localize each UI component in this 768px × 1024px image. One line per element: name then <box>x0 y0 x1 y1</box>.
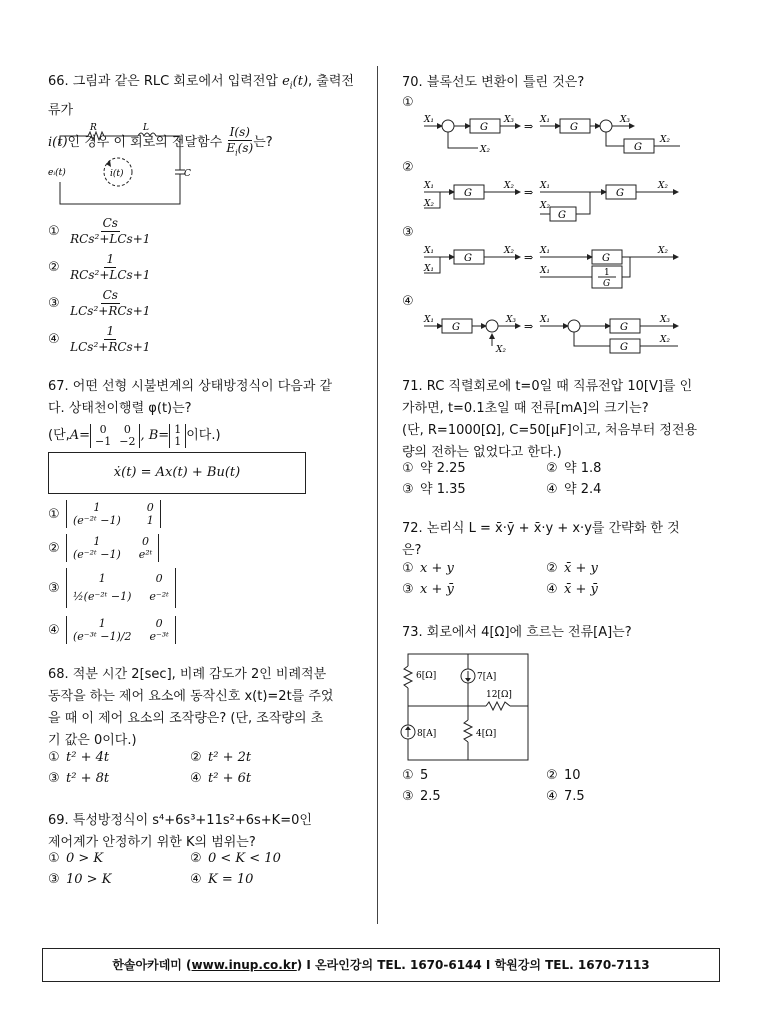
q66-it: i(t) <box>48 134 68 150</box>
svg-text:X₂: X₂ <box>504 181 515 191</box>
column-divider <box>377 66 378 924</box>
q71-option-1[interactable]: ① 약 2.25 <box>402 461 466 476</box>
q72-option-4[interactable]: ④ x̄ + ȳ <box>546 582 598 597</box>
q72-option-1[interactable]: ① x + y <box>402 561 454 576</box>
svg-text:X₂: X₂ <box>658 181 669 191</box>
svg-text:X₁: X₁ <box>424 115 435 125</box>
q69-option-1[interactable]: ① 0 > K <box>48 851 104 866</box>
footer-bar <box>42 948 720 982</box>
q66-stem-a: 66. 그림과 같은 RLC 회로에서 입력전압 <box>48 74 283 89</box>
q72-option-3[interactable]: ③ x + ȳ <box>402 582 454 597</box>
q71-line-1: 71. RC 직렬회로에 t=0일 때 직류전압 10[V]를 인 <box>402 379 693 394</box>
svg-text:X₁: X₁ <box>540 315 551 325</box>
svg-text:6[Ω]: 6[Ω] <box>416 671 437 681</box>
question-69 <box>48 810 366 854</box>
q71-line-4: 량의 전하는 없었다고 한다.) <box>402 445 562 460</box>
q68-line-2: 동작을 하는 제어 요소에 동작신호 x(t)=2t를 주었 <box>48 689 334 704</box>
svg-text:X₂: X₂ <box>496 345 507 355</box>
q70-option-2-mark[interactable]: ② <box>402 160 414 175</box>
q69-option-4[interactable]: ④ K = 10 <box>190 872 254 887</box>
q67-option-3[interactable]: ③ 1 0 ½(e⁻²ᵗ −1) e⁻²ᵗ <box>48 568 176 608</box>
q66-stem-d: 는? <box>253 134 273 150</box>
svg-text:⇒: ⇒ <box>524 120 534 133</box>
q71-option-3[interactable]: ③ 약 1.35 <box>402 482 466 497</box>
q72-option-2[interactable]: ② x̄ + y <box>546 561 598 576</box>
q66-stem-b: , 출력전류가 <box>48 74 354 118</box>
q70-option-4-diagram <box>420 312 700 358</box>
svg-text:G: G <box>616 188 624 199</box>
q69-line-2: 제어계가 안정하기 위한 K의 범위는? <box>48 835 256 850</box>
svg-text:X₂: X₂ <box>658 246 669 256</box>
q66-option-2[interactable]: ② $\frac{1}{\text{RCs²+LCs+1}}$ <box>48 252 151 282</box>
q67-option-4[interactable]: ④ 1 0 (e⁻³ᵗ −1)/2 e⁻³ᵗ <box>48 616 176 644</box>
resistor-r <box>88 132 104 140</box>
svg-text:G: G <box>570 122 578 133</box>
label-source: eᵢ(t) <box>48 168 66 178</box>
q67-stem-line2: 다. 상태천이행렬 φ(t)는? <box>48 401 192 416</box>
q68-line-3: 을 때 이 제어 요소의 조작량은? (단, 조작량의 초 <box>48 711 324 726</box>
svg-text:G: G <box>620 342 628 353</box>
svg-text:8[A]: 8[A] <box>417 729 437 739</box>
question-67 <box>48 376 366 448</box>
q67-matrix-a: 0 0 −1 −2 <box>90 424 140 448</box>
footer-website-link[interactable]: www.inup.co.kr <box>191 958 297 972</box>
q70-option-1-diagram <box>420 112 700 158</box>
q68-option-1[interactable]: ① t² + 4t <box>48 750 110 765</box>
label-c: C <box>184 169 191 179</box>
q73-stem: 73. 회로에서 4[Ω]에 흐르는 전류[A]는? <box>402 625 632 640</box>
label-loop-current: i(t) <box>110 169 124 179</box>
q68-line-1: 68. 적분 시간 2[sec], 비례 감도가 2인 비례적분 <box>48 667 327 682</box>
q71-line-3: (단, R=1000[Ω], C=50[μF]이고, 처음부터 정전용 <box>402 423 698 438</box>
q66-option-3[interactable]: ③ $\frac{Cs}{\text{LCs²+RCs+1}}$ <box>48 288 151 318</box>
svg-text:7[A]: 7[A] <box>477 672 497 682</box>
svg-text:G: G <box>558 210 566 221</box>
q67-option-2[interactable]: ② 1 0 (e⁻²ᵗ −1) e²ᵗ <box>48 534 159 562</box>
svg-text:X₁: X₁ <box>424 264 435 274</box>
q70-option-3-mark[interactable]: ③ <box>402 225 414 240</box>
svg-text:1: 1 <box>604 268 610 278</box>
svg-text:X₁: X₁ <box>540 246 551 256</box>
q73-circuit <box>404 648 532 764</box>
q71-option-4[interactable]: ④ 약 2.4 <box>546 482 602 497</box>
svg-text:G: G <box>464 188 472 199</box>
q69-line-1: 69. 특성방정식이 s⁴+6s³+11s²+6s+K=0인 <box>48 813 312 828</box>
inductor-l <box>138 133 156 136</box>
q67-equation-box: ẋ(t) = Ax(t) + Bu(t) <box>48 452 306 494</box>
svg-text:G: G <box>464 253 472 264</box>
question-72 <box>402 518 720 562</box>
question-71 <box>402 376 720 464</box>
svg-text:G: G <box>603 279 611 289</box>
svg-text:X₃: X₃ <box>620 115 631 125</box>
q72-line-1: 72. 논리식 L = x̄·ȳ + x̄·y + x·y를 간략화 한 것 <box>402 521 680 536</box>
svg-text:X₂: X₂ <box>504 246 515 256</box>
svg-text:X₁: X₁ <box>540 115 551 125</box>
q68-option-3[interactable]: ③ t² + 8t <box>48 771 110 786</box>
q70-option-1-mark[interactable]: ① <box>402 95 414 110</box>
svg-text:X₂: X₂ <box>480 145 491 155</box>
svg-text:X₁: X₁ <box>540 266 551 276</box>
q72-line-2: 은? <box>402 543 422 558</box>
q66-option-4[interactable]: ④ $\frac{1}{\text{LCs²+RCs+1}}$ <box>48 324 151 354</box>
footer-text-b: ) I 온라인강의 TEL. 1670-6144 I 학원강의 TEL. 1670-7113 <box>296 958 650 972</box>
svg-text:4[Ω]: 4[Ω] <box>476 729 497 739</box>
svg-text:X₂: X₂ <box>424 199 435 209</box>
q67-stem-line1: 67. 어떤 선형 시불변계의 상태방정식이 다음과 같 <box>48 379 333 394</box>
svg-text:X₂: X₂ <box>540 201 551 211</box>
q67-option-1[interactable]: ① 1 0 (e⁻²ᵗ −1) 1 <box>48 500 161 528</box>
svg-text:G: G <box>480 122 488 133</box>
question-70 <box>402 72 584 93</box>
svg-text:X₁: X₁ <box>424 315 435 325</box>
svg-text:X₃: X₃ <box>504 115 515 125</box>
svg-text:G: G <box>602 253 610 264</box>
q73-option-1[interactable]: ① 5 <box>402 768 429 783</box>
svg-text:G: G <box>452 322 460 333</box>
label-l: L <box>143 123 149 133</box>
svg-text:G: G <box>620 322 628 333</box>
q68-option-2[interactable]: ② t² + 2t <box>190 750 252 765</box>
q69-option-2[interactable]: ② 0 < K < 10 <box>190 851 281 866</box>
q70-option-3-diagram <box>420 243 700 291</box>
q66-option-1[interactable]: ① $\frac{Cs}{\text{RCs²+LCs+1}}$ <box>48 216 151 246</box>
q67-condition: (단, A= 0 0 −1 −2 , B= 1 1 이다.) <box>48 423 221 448</box>
question-73 <box>402 622 632 643</box>
svg-text:⇒: ⇒ <box>524 186 534 199</box>
svg-text:X₁: X₁ <box>424 181 435 191</box>
svg-text:X₃: X₃ <box>660 315 671 325</box>
q70-option-2-diagram <box>420 178 700 222</box>
q73-option-2[interactable]: ② 10 <box>546 768 581 783</box>
svg-text:⇒: ⇒ <box>524 251 534 264</box>
q68-line-4: 기 값은 0이다.) <box>48 733 137 748</box>
svg-text:G: G <box>634 142 642 153</box>
label-r: R <box>90 123 97 133</box>
q68-option-4[interactable]: ④ t² + 6t <box>190 771 252 786</box>
q73-option-3[interactable]: ③ 2.5 <box>402 789 441 804</box>
q69-option-3[interactable]: ③ 10 > K <box>48 872 112 887</box>
q66-stem-c: 인 경우 이 회로의 전달함수 <box>67 134 227 150</box>
q66-rlc-circuit <box>48 123 191 210</box>
svg-text:X₂: X₂ <box>660 135 671 145</box>
svg-text:⇒: ⇒ <box>524 320 534 333</box>
question-68 <box>48 664 366 752</box>
svg-text:X₁: X₁ <box>424 246 435 256</box>
q66-ei: $e_i(t)$ <box>282 74 309 92</box>
q66-transfer-fraction: $\frac{I(s)}{E_i(s)}$ <box>226 124 254 157</box>
q71-option-2[interactable]: ② 약 1.8 <box>546 461 602 476</box>
q73-option-4[interactable]: ④ 7.5 <box>546 789 585 804</box>
footer-text-a: 한솔아카데미 ( <box>112 958 192 972</box>
svg-text:X₂: X₂ <box>660 335 671 345</box>
svg-text:X₁: X₁ <box>540 181 551 191</box>
q71-line-2: 가하면, t=0.1초일 때 전류[mA]의 크기는? <box>402 401 649 416</box>
q70-option-4-mark[interactable]: ④ <box>402 294 414 309</box>
svg-text:X₃: X₃ <box>506 315 517 325</box>
q67-matrix-b: 1 1 <box>169 424 186 448</box>
q70-stem: 70. 블록선도 변환이 틀린 것은? <box>402 75 585 90</box>
svg-text:12[Ω]: 12[Ω] <box>486 690 512 700</box>
